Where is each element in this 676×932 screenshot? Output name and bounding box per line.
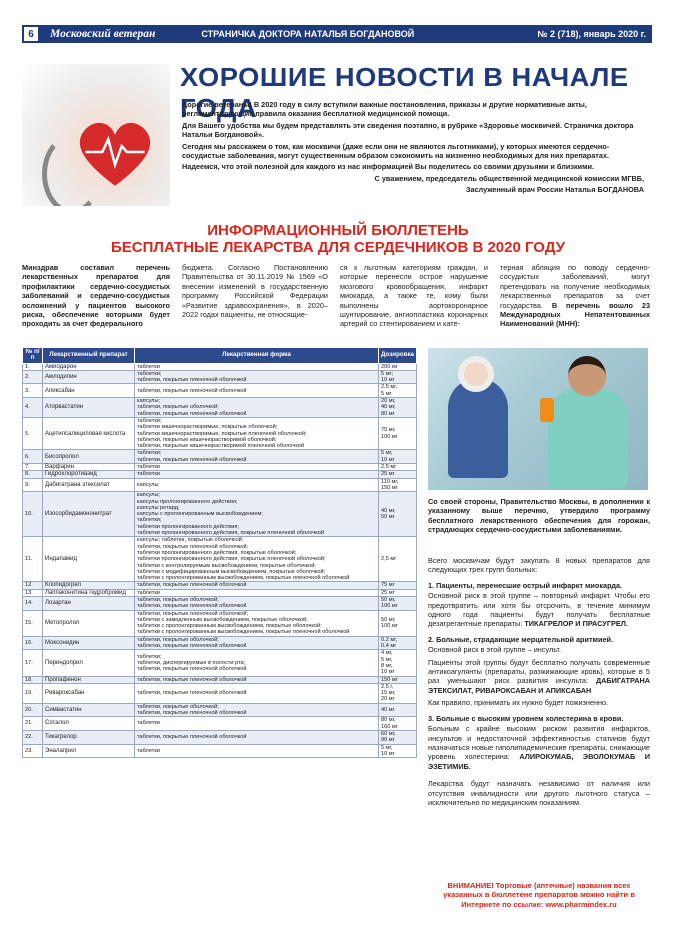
table-cell: 23. [23, 744, 43, 758]
table-cell: таблетки [135, 744, 379, 758]
table-row [23, 596, 417, 610]
table-cell: 50 мг, 100 мг [379, 596, 417, 610]
article-column-2: бюджета. Согласно Постановлению Правительства от 30.11.2019 № 1569 «О внесении изменений в государственную программу Российской Федерации «Развитие здравоохранения», в 2020–2022 годах пациенты, не относящие- [182, 263, 328, 320]
table-cell: таблетки, покрытые пленочной оболочкой [135, 730, 379, 744]
table-row [23, 450, 417, 464]
groups-intro: Всего москвичам будут закупать 8 новых препаратов для следующих трех групп больных: [428, 556, 650, 575]
table-cell: 22. [23, 730, 43, 744]
table-cell: Амиодарон [43, 363, 135, 370]
table-cell: 18. [23, 676, 43, 683]
intro-paragraph: Надеемся, что этой полезной для каждого из нас информацией Вы поделитесь со своими друзьями и близкими. [182, 162, 594, 172]
table-cell: Соталол [43, 717, 135, 731]
table-cell: 2,5 мг [379, 464, 417, 471]
table-cell: 5 мг; 10 мг [379, 370, 417, 384]
intro-block [182, 100, 644, 197]
table-cell: таблетки, покрытые пленочной оболочкой; таблетки с замедленным высвобождением, покрытые оболочкой; таблетки с пролонгированным высвобождением, покрытые оболочкой; таблетки с пролонгированным высвобождением, покрытые пленочной оболочкой [135, 610, 379, 636]
table-row [23, 676, 417, 683]
table-cell: Лаппаконитина гидробромид [43, 589, 135, 596]
table-cell: таблетки, покрытые пленочной оболочкой [135, 384, 379, 398]
article-column-1: Минздрав составил перечень лекарственных препаратов для профилактики сердечно-сосудистых заболеваний и сердечно-сосудистых осложнений у пациентов высокого риска, обеспечение которыми будет проходить за счет федерального [22, 263, 170, 329]
table-row [23, 370, 417, 384]
table-row [23, 537, 417, 582]
intro-paragraph: Для Вашего удобства мы будем представлять эти сведения поэтапно, в рубрике «Здоровье москвичей. Страничка доктора Натальи Богдановой». [182, 120, 634, 140]
table-cell: таблетки, покрытые пленочной оболочкой [135, 582, 379, 589]
issue-info: № 2 (718), январь 2020 г. [537, 29, 646, 39]
table-cell: 60 мг, 90 мг [379, 730, 417, 744]
signature-line: С уважением, председатель общественной медицинской комиссии МГВБ, [374, 173, 644, 183]
column-text: терная абляция по поводу сердечно-сосудистых заболеваний, могут претендовать на получение необходимых лекарственных препаратов за счет государства. [500, 263, 650, 310]
table-cell: 5 мг, 10 мг [379, 744, 417, 758]
table-row [23, 471, 417, 478]
table-cell: таблетки [135, 717, 379, 731]
table-cell: таблетки, покрытые оболочкой; таблетки, покрытые пленочной оболочкой [135, 636, 379, 650]
table-cell: Аторвастатин [43, 398, 135, 418]
table-cell: 20. [23, 703, 43, 717]
table-cell: 75 мг, 100 мг [379, 417, 417, 449]
table-cell: 0,2 мг, 0,4 мг [379, 636, 417, 650]
table-row [23, 744, 417, 758]
table-cell: капсулы; таблетки, покрытые оболочкой; таблетки, покрытые пленочной оболочкой; таблетки пролонгированного действия, покрытые оболочкой; таблетки пролонгированного действия, покрытые пленочной оболочкой; таблетки с контролируемым высвобождением, покрытые оболочкой; таблетки с модифицированным высвобождением, покрытые оболочкой; таблетки с пролонгированным высвобождением, покрытые пленочной оболочкой [135, 537, 379, 582]
table-cell: 2,5 г, 15 мг, 20 мг [379, 683, 417, 703]
page-headline: ХОРОШИЕ НОВОСТИ В НАЧАЛЕ ГОДА [180, 62, 629, 123]
table-cell: таблетки, покрытые оболочкой; таблетки, покрытые пленочной оболочкой [135, 703, 379, 717]
table-cell: Амлодипин [43, 370, 135, 384]
photo-figure [448, 378, 508, 478]
group-text [428, 724, 650, 771]
moscow-program-lead: Со своей стороны, Правительство Москвы, в дополнении к указанному выше перечню, утвердило программу бесплатного лекарственного обеспечения для горожан, страдающих сердечно-сосудистыми заболеваниями. [428, 497, 650, 535]
medications-table [22, 347, 417, 758]
table-cell: 5 мг, 10 мг [379, 450, 417, 464]
table-row [23, 417, 417, 449]
table-cell: 21. [23, 717, 43, 731]
table-cell: таблетки, покрытые пленочной оболочкой [135, 683, 379, 703]
table-cell: Индапамид [43, 537, 135, 582]
nurse-patient-photo [428, 348, 648, 490]
table-row [23, 582, 417, 589]
signature-line: Заслуженный врач России Наталья БОГДАНОВА [465, 185, 644, 195]
table-header-row [23, 348, 417, 364]
column-header: Лекарственный препарат [43, 348, 135, 364]
group-heading: 1. Пациенты, перенесшие острый инфаркт миокарда. [428, 580, 623, 590]
table-cell: 2,5 мг [379, 537, 417, 582]
table-cell: 2. [23, 370, 43, 384]
table-cell: 9. [23, 478, 43, 492]
table-row [23, 636, 417, 650]
table-cell: таблетки [135, 363, 379, 370]
table-cell: 5. [23, 417, 43, 449]
heart-photo [22, 64, 170, 206]
photo-figure [568, 356, 606, 396]
table-row [23, 398, 417, 418]
table-cell: Ацетилсалициловая кислота [43, 417, 135, 449]
table-cell: 25 мг [379, 471, 417, 478]
closing-text: Лекарства будут назначать независимо от наличия или отсутствия инвалидности или другого льготного статуса – исключительно по медицинским показаниям. [428, 779, 650, 807]
table-cell: Дабигатрана этексилат [43, 478, 135, 492]
group-text: Основной риск в этой группе – инсульт. [428, 645, 562, 655]
table-row [23, 384, 417, 398]
photo-figure [548, 388, 628, 488]
table-cell: 15. [23, 610, 43, 636]
newspaper-name: Московский ветеран [50, 28, 156, 40]
column-text-bold: В перечень вошло 23 Международных Непатентованных Наименований (МНН): [500, 300, 650, 329]
table-cell: Тикагрелор [43, 730, 135, 744]
bulletin-subtitle: БЕСПЛАТНЫЕ ЛЕКАРСТВА ДЛЯ СЕРДЕЧНИКОВ В 2020 ГОДУ [111, 239, 565, 256]
table-cell: Лозартан [43, 596, 135, 610]
group-heading: 3. Больные с высоким уровнем холестерина в крови. [428, 713, 624, 723]
table-cell: 10. [23, 492, 43, 537]
table-cell: 14. [23, 596, 43, 610]
table-cell: 11. [23, 537, 43, 582]
table-cell: таблетки, покрытые оболочкой; таблетки, покрытые пленочной оболочкой [135, 596, 379, 610]
table-cell: капсулы [135, 478, 379, 492]
table-cell: Апиксабан [43, 384, 135, 398]
table-cell: Гидрохлоротиазид [43, 471, 135, 478]
table-cell: Ривароксабан [43, 683, 135, 703]
column-header: № п/п [23, 348, 43, 364]
group-drugs: АЛИРОКУМАБ, ЭВОЛОКУМАБ И ЭЗЕТИМИБ. [428, 752, 651, 771]
article-column-3: ся к льготным категориям граждан, и которые перенесли острое нарушение мозгового кровообращения, инфаркт миокарда, а также те, кому были выполнены аортокоронарное шунтирование, ангиопластика коронарных артерий со стентированием и кате- [340, 263, 488, 329]
table-cell: 200 мг [379, 363, 417, 370]
table-cell: Пропафенон [43, 676, 135, 683]
table-cell: Клопидогрел [43, 582, 135, 589]
table-row [23, 589, 417, 596]
table-cell: Симвастатин [43, 703, 135, 717]
table-row [23, 650, 417, 676]
table-row [23, 730, 417, 744]
table-cell: 4 мг, 5 мг, 8 мг, 10 мг [379, 650, 417, 676]
table-cell: 150 мг [379, 676, 417, 683]
table-cell: 13. [23, 589, 43, 596]
table-cell: 6. [23, 450, 43, 464]
table-cell: Бисопролол [43, 450, 135, 464]
page-header-bar [22, 25, 652, 43]
group-text-span: Больным с крайне высоким риском развития инфарктов, инсультов и недостаточной эффективностью статинов будут назначаться новые гиполипидемические препараты, снижающие уровень холестерина: [428, 724, 650, 762]
group-text: Как правило, принимать их нужно будет пожизненно. [428, 698, 609, 708]
group-text [428, 658, 650, 696]
table-cell: таблетки [135, 471, 379, 478]
table-cell: таблетки; таблетки, покрытые пленочной оболочкой [135, 450, 379, 464]
table-cell: 3. [23, 384, 43, 398]
table-cell: 4. [23, 398, 43, 418]
intro-paragraph: Дорогие ветераны! В 2020 году в силу вступили важные постановления, приказы и другие нормативные акты, регламентирующие правила оказания бесплатной медицинской помощи. [182, 100, 587, 119]
table-row [23, 478, 417, 492]
group-text-span: Пациенты этой группы будут бесплатно получать современные антикоагулянты (препараты, разжижающие кровь), которые в 5 раз уменьшают риск развития инсульта: [428, 657, 650, 686]
table-cell: Варфарин [43, 464, 135, 471]
table-cell: 2,5 мг, 5 мг [379, 384, 417, 398]
page-number: 6 [24, 27, 38, 41]
group-text [428, 591, 650, 629]
table-cell: 75 мг [379, 582, 417, 589]
table-cell: капсулы; капсулы пролонгированного действия; капсулы ретард; капсулы с пролонгированным высвобождением; таблетки; таблетки пролонгированного действия; таблетки пролонгированного действия, покрытые пленочной оболочкой [135, 492, 379, 537]
article-column-4 [500, 263, 650, 329]
table-cell: капсулы; таблетки, покрытые оболочкой; таблетки, покрытые пленочной оболочкой [135, 398, 379, 418]
column-header: Дозировка [379, 348, 417, 364]
table-row [23, 683, 417, 703]
table-row [23, 717, 417, 731]
table-cell: 40 мг [379, 703, 417, 717]
table-cell: таблетки; таблетки, покрытые пленочной оболочкой [135, 370, 379, 384]
table-cell: 17. [23, 650, 43, 676]
table-cell: 12. [23, 582, 43, 589]
table-cell: 8. [23, 471, 43, 478]
table-cell: таблетки [135, 464, 379, 471]
table-cell: 50 мг, 100 мг [379, 610, 417, 636]
table-cell: 19. [23, 683, 43, 703]
table-cell: 16. [23, 636, 43, 650]
table-cell: 40 мг, 50 мг [379, 492, 417, 537]
table-cell: Эналаприл [43, 744, 135, 758]
table-row [23, 492, 417, 537]
table-cell: таблетки; таблетки, диспергируемые в полости рта; таблетки, покрытые пленочной оболочкой [135, 650, 379, 676]
group-text-span: Основной риск в этой группе – повторный инфаркт. Чтобы его предотвратить или хотя бы отсрочить, в течение минимум одного года пациенты будут получать бесплатные дезагрегантные препараты: [428, 591, 650, 629]
table-cell: 110 мг, 150 мг [379, 478, 417, 492]
table-cell: 80 мг, 160 мг [379, 717, 417, 731]
table-cell: 1. [23, 363, 43, 370]
column-header: Лекарственная форма [135, 348, 379, 364]
table-cell: 25 мг [379, 589, 417, 596]
intro-paragraph: Сегодня мы расскажем о том, как москвичи (даже если они не являются льготниками), у которых имеются сердечно-сосудистые заболевания, могут существенным образом сэкономить на жизненно необходимых для них препаратах. [182, 141, 610, 161]
group-drugs: ДАБИГАТРАНА ЭТЕКСИЛАТ, РИВАРОКСАБАН И АПИКСАБАН [428, 676, 650, 695]
table-cell: Периндоприл [43, 650, 135, 676]
table-cell: таблетки, покрытые пленочной оболочкой [135, 676, 379, 683]
table-cell: 20 мг, 40 мг, 80 мг [379, 398, 417, 418]
rubric-title: СТРАНИЧКА ДОКТОРА НАТАЛЬЯ БОГДАНОВОЙ [201, 29, 415, 39]
table-row [23, 363, 417, 370]
table-cell: 7. [23, 464, 43, 471]
table-row [23, 464, 417, 471]
table-cell: таблетки [135, 589, 379, 596]
warning-notice: ВНИМАНИЕ! Торговые (аптечные) названия всех указанных в бюллетене препаратов можно найти в Интернете по ссылке: www.pharmindex.ru [443, 881, 635, 909]
table-cell: Моксонидин [43, 636, 135, 650]
pill-bottle-icon [540, 398, 554, 422]
group-drugs: ТИКАГРЕЛОР И ПРАСУГРЕЛ. [524, 619, 628, 629]
table-cell: Метопролол [43, 610, 135, 636]
table-row [23, 610, 417, 636]
heart-icon [72, 114, 158, 190]
group-heading: 2. Больные, страдающие мерцательной аритмией. [428, 634, 614, 644]
photo-figure [458, 356, 494, 392]
table-cell: таблетки; таблетки кишечнорастворимые, покрытые оболочкой; таблетки кишечнорастворимые, покрытые пленочной оболочкой; таблетки, покрытые кишечнорастворимой оболочкой; таблетки, покрытые кишечнорастворимой пленочной оболочкой [135, 417, 379, 449]
bulletin-title: ИНФОРМАЦИОННЫЙ БЮЛЛЕТЕНЬ [207, 222, 469, 239]
patient-groups [428, 556, 650, 810]
table-row [23, 703, 417, 717]
table-cell: Изосорбидамононитрат [43, 492, 135, 537]
